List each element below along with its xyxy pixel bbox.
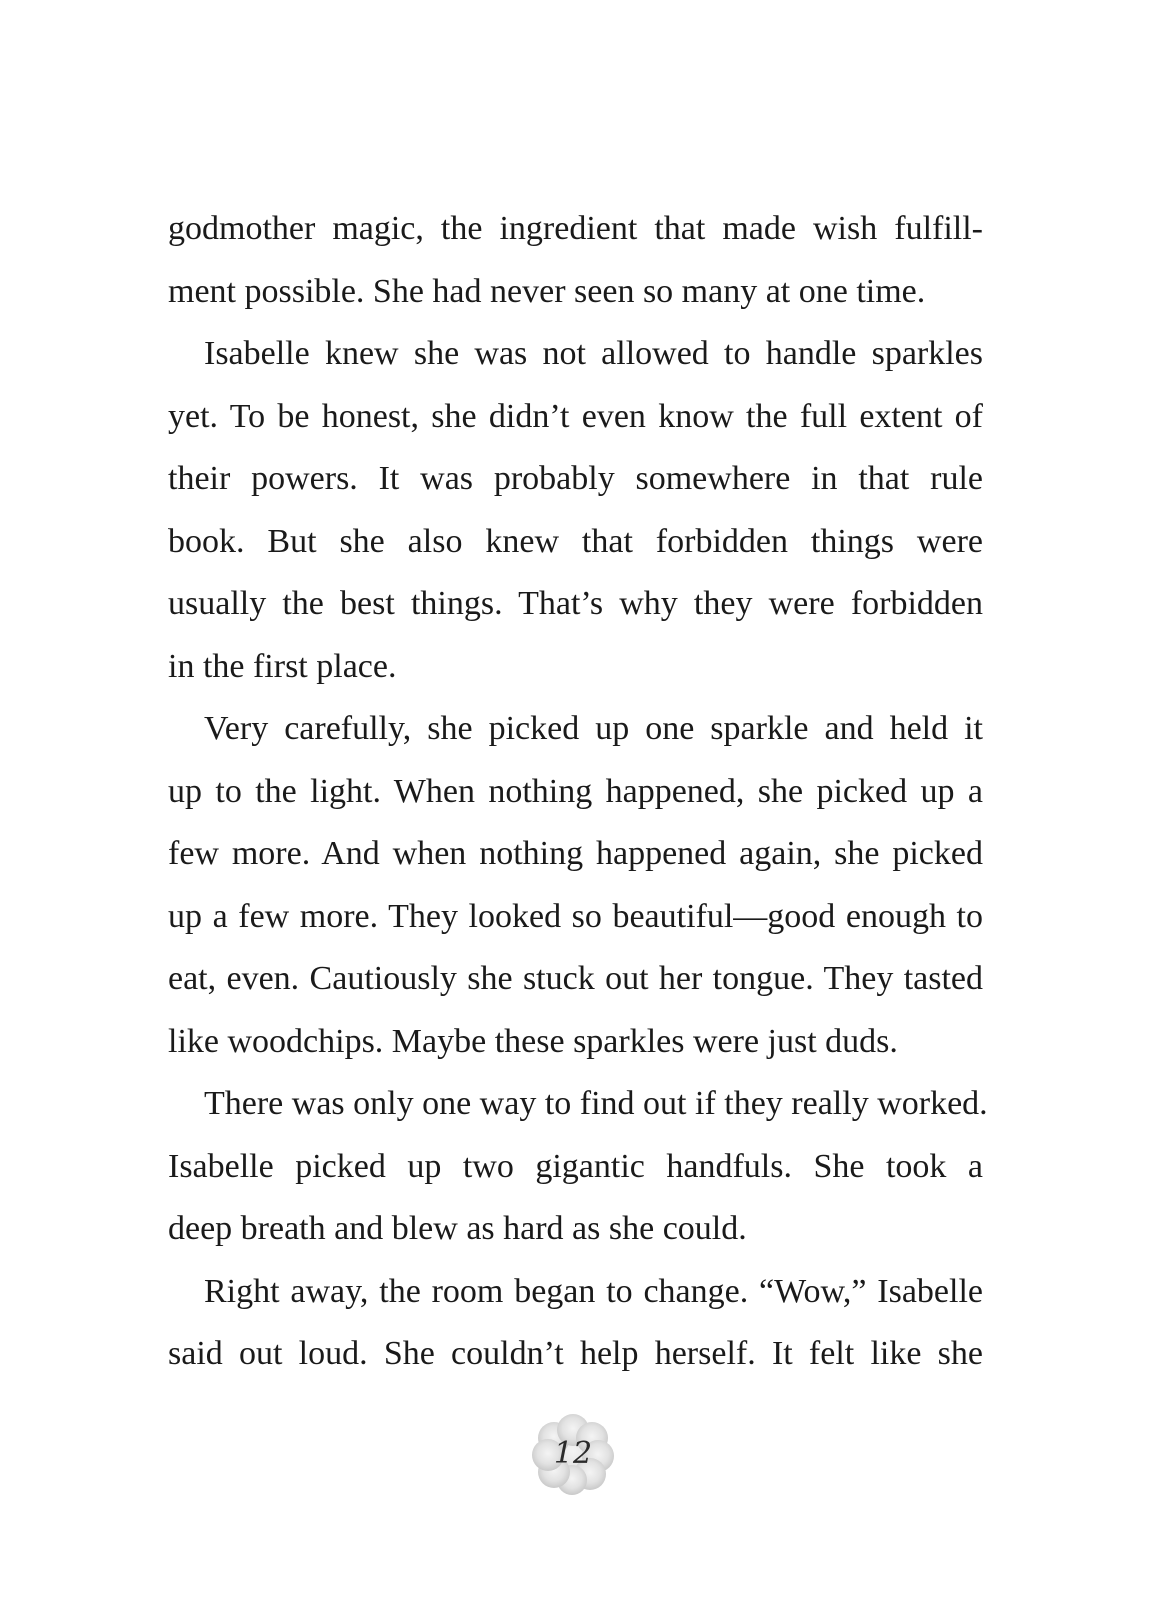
text-line: ment possible. She had never seen so many at one time. xyxy=(168,272,926,310)
text-line: Isabelle knew she was not allowed to handle sparkles xyxy=(204,335,983,372)
text-line: book. But she also knew that forbidden things were xyxy=(168,522,983,560)
text-line: godmother magic, the ingredient that made wish fulfill- xyxy=(168,210,983,247)
text-line: Isabelle picked up two gigantic handfuls. She took a xyxy=(168,1147,983,1185)
text-line: like woodchips. Maybe these sparkles were just duds. xyxy=(168,1022,898,1060)
text-line: few more. And when nothing happened again, she picked xyxy=(168,835,983,872)
text-line: in the first place. xyxy=(168,647,397,685)
text-line: said out loud. She couldn’t help herself. It felt like she xyxy=(168,1335,983,1372)
text-line: deep breath and blew as hard as she could. xyxy=(168,1210,747,1247)
text-line: Very carefully, she picked up one sparkle and held it xyxy=(204,710,983,747)
text-line: Right away, the room began to change. “Wow,” Isabelle xyxy=(204,1272,983,1310)
text-line: yet. To be honest, she didn’t even know the full extent of xyxy=(168,397,983,435)
text-line: up to the light. When nothing happened, she picked up a xyxy=(168,772,983,810)
text-line: usually the best things. That’s why they were forbidden xyxy=(168,585,983,622)
text-line: their powers. It was probably somewhere in that rule xyxy=(168,460,983,497)
text-line: eat, even. Cautiously she stuck out her tongue. They tasted xyxy=(168,960,983,997)
page-number: 12 xyxy=(553,1436,593,1471)
text-line: There was only one way to find out if they really worked. xyxy=(204,1085,988,1122)
text-line: up a few more. They looked so beautiful—good enough to xyxy=(168,897,983,935)
page-number-badge xyxy=(528,1412,618,1496)
